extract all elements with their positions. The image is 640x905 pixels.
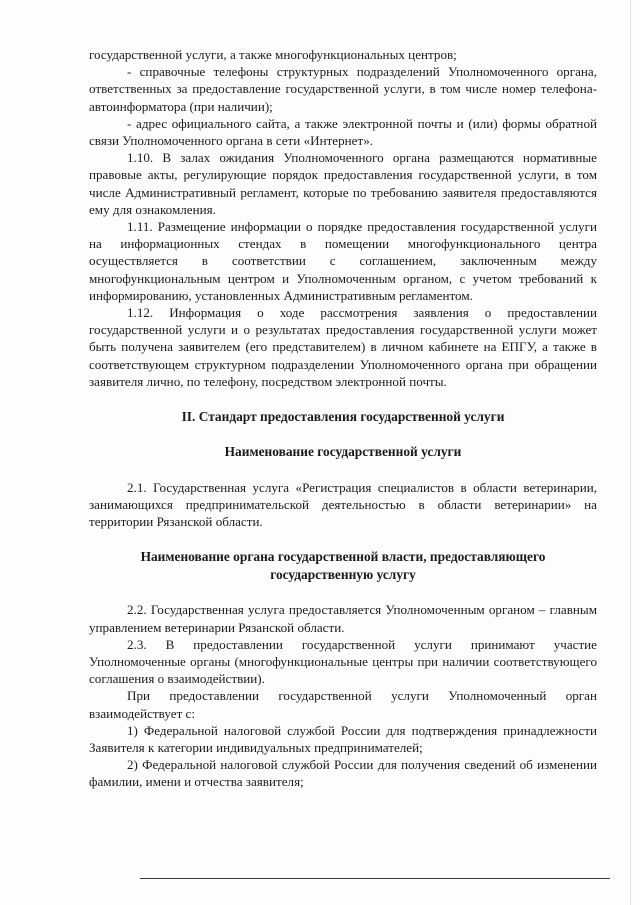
paragraph-1-11: 1.11. Размещение информации о порядке предоставления государственной услуги на информационных стендах в помещении многофункционального центра осуществляется в соответствии с соглашением, заключенным между многофункциональным центром и Уполномоченным органом, с учетом требований к информированию, установленных Административным регламентом.: [89, 219, 597, 303]
footer-line: [140, 878, 610, 879]
list-item-1: 1) Федеральной налоговой службой России для подтверждения принадлежности Заявителя к категории индивидуальных предпринимателей;: [89, 722, 597, 755]
subsection-title-authority: Наименование органа государственной власти, предоставляющего государственную услугу: [140, 549, 546, 582]
paragraph-interaction: При предоставлении государственной услуги Уполномоченный орган взаимодействует с:: [89, 688, 597, 721]
paragraph-continuation: государственной услуги, а также многофункциональных центров;: [89, 47, 457, 62]
paragraph-2-1: 2.1. Государственная услуга «Регистрация специалистов в области ветеринарии, занимающихся предпринимательской деятельностью в области ветеринарии» на территории Рязанской области.: [89, 479, 597, 530]
paragraph-2-2: 2.2. Государственная услуга предоставляется Уполномоченным органом – главным управлением ветеринарии Рязанской области.: [89, 602, 597, 635]
paragraph-2-3: 2.3. В предоставлении государственной услуги принимают участие Уполномоченные органы (многофункциональные центры при наличии соответствующего соглашения о взаимодействии).: [89, 636, 597, 687]
document-body: [89, 46, 597, 791]
section-title: II. Стандарт предоставления государственной услуги: [181, 409, 505, 425]
subsection-title-service-name: Наименование государственной услуги: [224, 444, 462, 460]
list-item-2: 2) Федеральной налоговой службой России для получения сведений об изменении фамилии, имени и отчества заявителя;: [89, 757, 597, 790]
paragraph-1-12: 1.12. Информация о ходе рассмотрения заявления о предоставлении государственной услуги и о результатах предоставления государственной услуги может быть получена заявителем (его представителем) в личном кабинете на ЕПГУ, а также в соответствующем структурном подразделении Уполномоченного органа при обращении заявителя лично, по телефону, посредством электронной почты.: [89, 305, 597, 389]
paragraph-phones: - справочные телефоны структурных подразделений Уполномоченного органа, ответственных за предоставление государственной услуги, в том числе номер телефона-автоинформатора (при наличии);: [89, 64, 597, 114]
page-edge-line: [630, 0, 631, 905]
paragraph-website: - адрес официального сайта, а также электронной почты и (или) формы обратной связи Уполномоченного органа в сети «Интернет».: [89, 115, 597, 149]
paragraph-1-10: 1.10. В залах ожидания Уполномоченного органа размещаются нормативные правовые акты, регулирующие порядок предоставления государственной услуги, в том числе Административный регламент, которые по требованию заявителя предоставляются ему для ознакомления.: [89, 150, 597, 217]
